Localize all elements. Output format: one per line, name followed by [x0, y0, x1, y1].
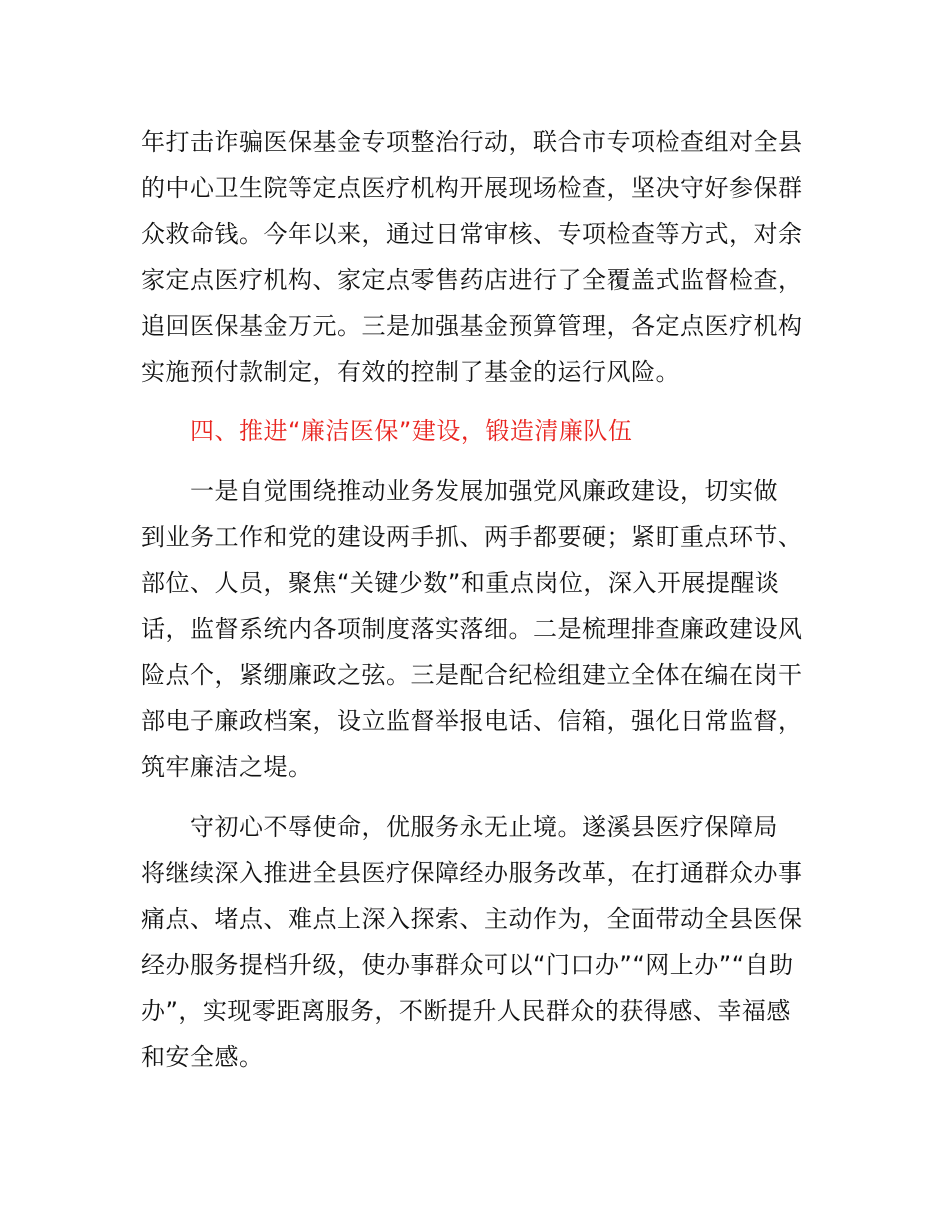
body-text-line: 办”，实现零距离服务，不断提升人民群众的获得感、幸福感 [141, 997, 791, 1025]
body-text-line: 追回医保基金万元。三是加强基金预算管理，各定点医疗机构 [141, 312, 803, 340]
body-text-line: 险点个，紧绷廉政之弦。三是配合纪检组建立全体在编在岗干 [141, 661, 803, 689]
body-text-line: 筑牢廉洁之堤。 [141, 753, 313, 781]
body-text-line: 众救命钱。今年以来，通过日常审核、专项检查等方式，对余 [141, 220, 803, 248]
body-text-line: 部电子廉政档案，设立监督举报电话、信箱，强化日常监督， [141, 707, 803, 735]
body-text-line: 家定点医疗机构、家定点零售药店进行了全覆盖式监督检查， [141, 266, 803, 294]
body-text-line: 部位、人员，聚焦“关键少数”和重点岗位，深入开展提醒谈 [141, 569, 780, 597]
body-text-line: 守初心不辱使命，优服务永无止境。遂溪县医疗保障局 [190, 813, 778, 841]
body-text-line: 年打击诈骗医保基金专项整治行动，联合市专项检查组对全县 [141, 128, 803, 156]
body-text-line: 实施预付款制定，有效的控制了基金的运行风险。 [141, 358, 680, 386]
body-text-line: 到业务工作和党的建设两手抓、两手都要硬；紧盯重点环节、 [141, 523, 803, 551]
body-text-line: 话，监督系统内各项制度落实落细。二是梳理排查廉政建设风 [141, 615, 803, 643]
body-text-line: 将继续深入推进全县医疗保障经办服务改革，在打通群众办事 [141, 859, 803, 887]
body-text-line: 经办服务提档升级，使办事群众可以“门口办”“网上办”“自助 [141, 951, 794, 979]
body-text-line: 痛点、堵点、难点上深入探索、主动作为，全面带动全县医保 [141, 905, 803, 933]
section-heading: 四、推进“廉洁医保”建设，锻造清廉队伍 [190, 417, 633, 445]
body-text-line: 和安全感。 [141, 1043, 264, 1071]
body-text-line: 一是自觉围绕推动业务发展加强党风廉政建设，切实做 [190, 477, 778, 505]
body-text-line: 的中心卫生院等定点医疗机构开展现场检查，坚决守好参保群 [141, 174, 803, 202]
